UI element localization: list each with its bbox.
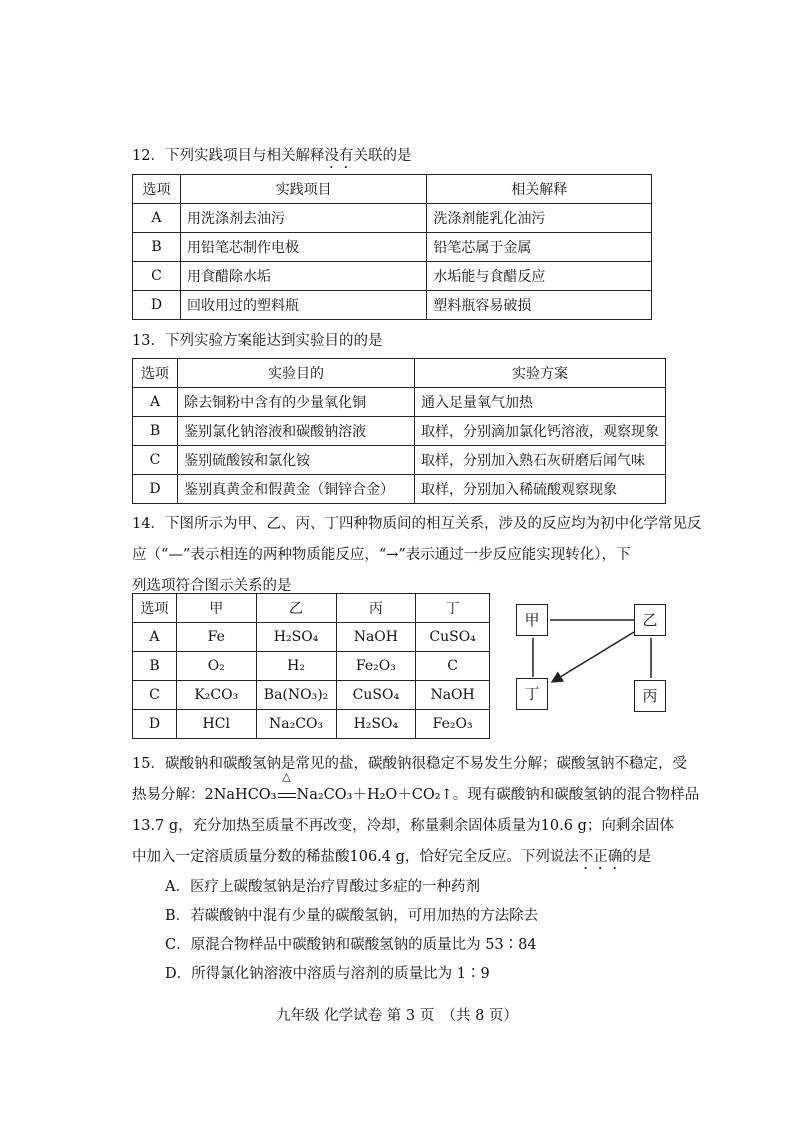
table-cell: A [133,204,181,233]
q14-prompt [132,509,702,602]
node-bing: 丙 [634,680,666,712]
table-row [133,681,490,710]
table-header: 相关解释 [427,175,652,204]
q13-prompt: 13．下列实验方案能达到实验目的的是 [132,333,383,349]
heat-symbol: △ [282,770,291,783]
q15-equation-left: 热易分解：2NaHCO₃ [132,787,277,803]
table-cell: 鉴别氯化钠溶液和碳酸钠溶液 [178,417,415,446]
table-header-row [133,359,666,388]
table-row [133,204,652,233]
table-row [133,262,652,291]
q14-line: 列选项符合图示关系的是 [132,578,292,594]
table-cell: D [133,475,178,504]
table-cell: CuSO₄ [336,681,416,710]
table-row [133,475,666,504]
q14-relation-diagram [508,600,678,720]
table-cell: 用铅笔芯制作电极 [180,233,426,262]
table-cell: D [133,710,177,739]
q15-equation-right: Na₂CO₃＋H₂O＋CO₂↑。现有碳酸钠和碳酸氢钠的混合物样品 [296,787,700,803]
table-cell: Fe₂O₃ [336,652,416,681]
table-cell: HCl [176,710,256,739]
table-cell: B [133,417,178,446]
arrow-yi-to-ding [552,632,634,682]
q14-line: 14．下图所示为甲、乙、丙、丁四种物质间的相互关系，涉及的反应均为初中化学常见反 [132,516,702,532]
table-row [133,233,652,262]
q15-prompt [132,749,700,873]
table-cell: C [133,446,178,475]
table-cell: O₂ [176,652,256,681]
q15-option-c: C．原混合物样品中碳酸钠和碳酸氢钠的质量比为 53∶84 [165,937,537,953]
table-cell: 鉴别硫酸铵和氯化铵 [178,446,415,475]
table-header: 选项 [133,175,181,204]
table-cell: NaOH [416,681,490,710]
table-cell: Na₂CO₃ [256,710,336,739]
table-row [133,417,666,446]
table-cell: 回收用过的塑料瓶 [180,291,426,320]
table-cell: 通入足量氧气加热 [414,388,665,417]
table-header: 甲 [176,594,256,623]
table-cell: Fe [176,623,256,652]
q12-table [132,174,652,320]
table-cell: C [133,262,181,291]
table-cell: 取样，分别加入熟石灰研磨后闻气味 [414,446,665,475]
q14-line: 应（“—”表示相连的两种物质能反应，“→”表示通过一步反应能实现转化），下 [132,547,631,563]
table-cell: 洗涤剂能乳化油污 [427,204,652,233]
table-cell: K₂CO₃ [176,681,256,710]
node-jia: 甲 [516,604,548,636]
equals-sign [278,793,296,798]
table-header: 实验目的 [178,359,415,388]
table-cell: D [133,291,181,320]
table-cell: Fe₂O₃ [416,710,490,739]
table-header-row [133,594,490,623]
q12-prompt: 12．下列实践项目与相关解释没有关联的是 [132,148,412,164]
node-ding: 丁 [516,678,548,710]
table-header: 选项 [133,594,177,623]
table-cell: 用食醋除水垢 [180,262,426,291]
table-header: 丙 [336,594,416,623]
table-cell: 取样，分别滴加氯化钙溶液，观察现象 [414,417,665,446]
table-header: 实验方案 [414,359,665,388]
table-header: 丁 [416,594,490,623]
table-row [133,446,666,475]
q15-line: 13.7 g，充分加热至质量不再改变，冷却，称量剩余固体质量为10.6 g；向剩余固体 [132,818,674,834]
table-row [133,388,666,417]
table-row [133,710,490,739]
q15-line: 15．碳酸钠和碳酸氢钠是常见的盐，碳酸钠很稳定不易发生分解；碳酸氢钠不稳定，受 [132,756,687,772]
table-cell: C [133,681,177,710]
q15-option-a: A．医疗上碳酸氢钠是治疗胃酸过多症的一种药剂 [165,879,480,895]
table-cell: Ba(NO₃)₂ [256,681,336,710]
table-header: 实践项目 [180,175,426,204]
table-cell: 用洗涤剂去油污 [180,204,426,233]
q15-option-d: D．所得氯化钠溶液中溶质与溶剂的质量比为 1∶9 [165,966,490,982]
table-cell: C [416,652,490,681]
table-header-row [133,175,652,204]
table-cell: A [133,623,177,652]
table-cell: 鉴别真黄金和假黄金（铜锌合金） [178,475,415,504]
table-cell: H₂ [256,652,336,681]
table-cell: 取样，分别加入稀硫酸观察现象 [414,475,665,504]
table-cell: H₂SO₄ [336,710,416,739]
table-cell: 塑料瓶容易破损 [427,291,652,320]
page-footer: 九年级 化学试卷 第 3 页 （共 8 页） [276,1008,518,1024]
q15-option-b: B．若碳酸钠中混有少量的碳酸氢钠，可用加热的方法除去 [165,908,539,924]
table-header: 选项 [133,359,178,388]
table-row [133,623,490,652]
table-cell: 铅笔芯属于金属 [427,233,652,262]
table-header: 乙 [256,594,336,623]
node-yi: 乙 [634,604,666,636]
table-row [133,291,652,320]
table-cell: NaOH [336,623,416,652]
q13-table [132,358,666,504]
q15-line: 中加入一定溶质质量分数的稀盐酸106.4 g，恰好完全反应。下列说法不正确的是 [132,849,652,865]
q14-table [132,593,490,739]
table-cell: A [133,388,178,417]
table-cell: CuSO₄ [416,623,490,652]
table-cell: H₂SO₄ [256,623,336,652]
table-cell: B [133,652,177,681]
table-cell: B [133,233,181,262]
reaction-condition [277,770,297,811]
q15-line [132,770,700,811]
table-cell: 水垢能与食醋反应 [427,262,652,291]
table-cell: 除去铜粉中含有的少量氧化铜 [178,388,415,417]
table-row [133,652,490,681]
